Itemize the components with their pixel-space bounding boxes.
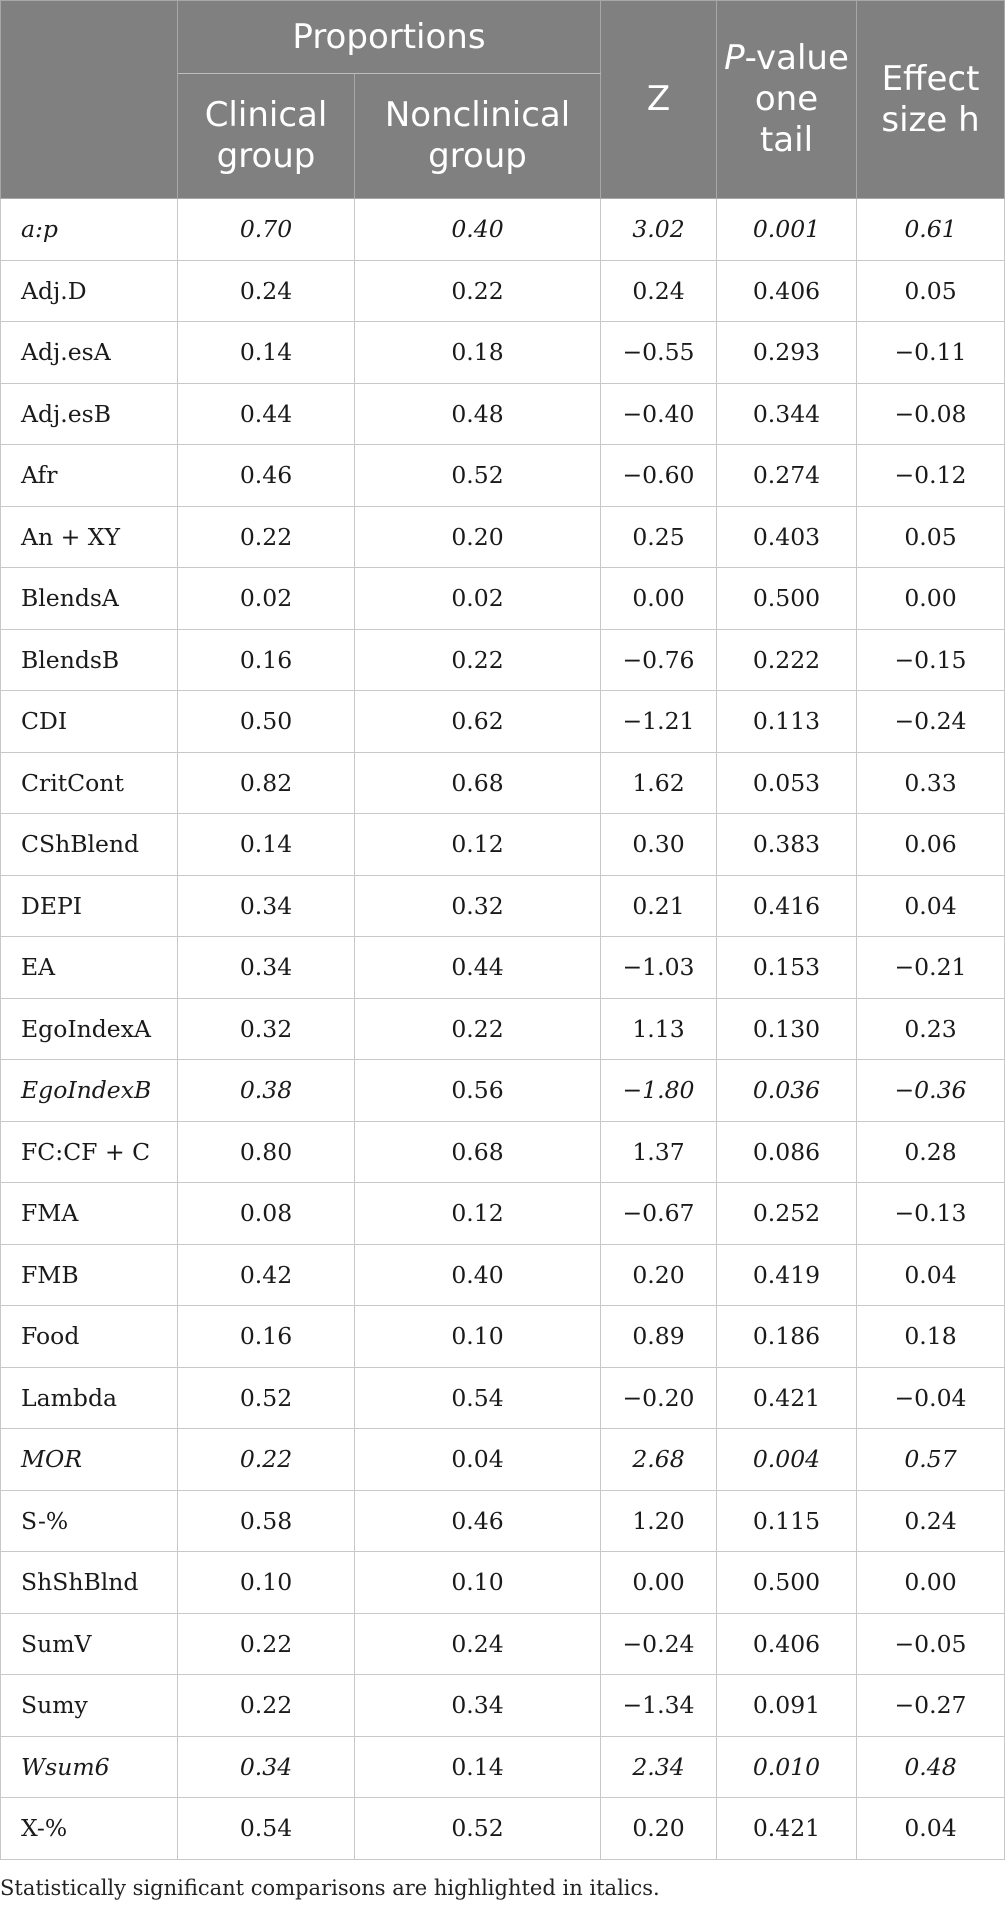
z-value: −0.40 <box>601 383 717 445</box>
nonclinical-value: 0.22 <box>355 998 601 1060</box>
z-value: 2.68 <box>601 1429 717 1491</box>
table-row <box>1 1613 1005 1675</box>
effect-size-value: −0.04 <box>857 1367 1005 1429</box>
effect-size-value: 0.00 <box>857 568 1005 630</box>
table-row <box>1 260 1005 322</box>
nonclinical-value: 0.54 <box>355 1367 601 1429</box>
effect-size-value: −0.36 <box>857 1060 1005 1122</box>
z-value: −0.24 <box>601 1613 717 1675</box>
clinical-value: 0.22 <box>178 1675 355 1737</box>
p-value: 0.001 <box>717 199 857 261</box>
nonclinical-value: 0.62 <box>355 691 601 753</box>
z-value: 0.20 <box>601 1798 717 1860</box>
effect-size-value: −0.12 <box>857 445 1005 507</box>
clinical-value: 0.24 <box>178 260 355 322</box>
table-row <box>1 322 1005 384</box>
table-row <box>1 199 1005 261</box>
clinical-value: 0.14 <box>178 814 355 876</box>
clinical-value: 0.08 <box>178 1183 355 1245</box>
nonclinical-value: 0.68 <box>355 752 601 814</box>
row-label: EA <box>1 937 178 999</box>
clinical-value: 0.52 <box>178 1367 355 1429</box>
header-clinical-group: Clinical group <box>178 74 355 199</box>
p-value: 0.416 <box>717 875 857 937</box>
clinical-value: 0.22 <box>178 506 355 568</box>
effect-size-value: 0.18 <box>857 1306 1005 1368</box>
p-value: 0.421 <box>717 1798 857 1860</box>
effect-size-value: −0.05 <box>857 1613 1005 1675</box>
p-value: 0.186 <box>717 1306 857 1368</box>
table-row <box>1 1183 1005 1245</box>
table-row <box>1 752 1005 814</box>
p-value: 0.344 <box>717 383 857 445</box>
row-label: Adj.D <box>1 260 178 322</box>
z-value: −0.55 <box>601 322 717 384</box>
table-row <box>1 1306 1005 1368</box>
p-value: 0.004 <box>717 1429 857 1491</box>
table-row <box>1 937 1005 999</box>
effect-size-value: 0.04 <box>857 875 1005 937</box>
table-row <box>1 1121 1005 1183</box>
z-value: 0.89 <box>601 1306 717 1368</box>
clinical-value: 0.42 <box>178 1244 355 1306</box>
row-label: CDI <box>1 691 178 753</box>
row-label: S-% <box>1 1490 178 1552</box>
nonclinical-value: 0.68 <box>355 1121 601 1183</box>
p-value: 0.113 <box>717 691 857 753</box>
table-row <box>1 445 1005 507</box>
clinical-value: 0.16 <box>178 629 355 691</box>
effect-size-value: 0.06 <box>857 814 1005 876</box>
nonclinical-value: 0.20 <box>355 506 601 568</box>
row-label: ShShBlnd <box>1 1552 178 1614</box>
clinical-value: 0.22 <box>178 1429 355 1491</box>
nonclinical-value: 0.46 <box>355 1490 601 1552</box>
clinical-value: 0.16 <box>178 1306 355 1368</box>
row-label: FMA <box>1 1183 178 1245</box>
z-value: 1.20 <box>601 1490 717 1552</box>
z-value: −1.80 <box>601 1060 717 1122</box>
table-row <box>1 1552 1005 1614</box>
z-value: −1.21 <box>601 691 717 753</box>
table-row <box>1 1490 1005 1552</box>
p-value: 0.500 <box>717 1552 857 1614</box>
nonclinical-value: 0.56 <box>355 1060 601 1122</box>
nonclinical-value: 0.52 <box>355 1798 601 1860</box>
z-value: 0.20 <box>601 1244 717 1306</box>
z-value: −0.76 <box>601 629 717 691</box>
z-value: 3.02 <box>601 199 717 261</box>
z-value: 0.30 <box>601 814 717 876</box>
z-value: 1.37 <box>601 1121 717 1183</box>
clinical-value: 0.02 <box>178 568 355 630</box>
header-p-rest: -value one tail <box>744 38 849 160</box>
effect-size-value: 0.05 <box>857 260 1005 322</box>
row-label: BlendsB <box>1 629 178 691</box>
z-value: −0.20 <box>601 1367 717 1429</box>
clinical-value: 0.34 <box>178 1736 355 1798</box>
clinical-value: 0.58 <box>178 1490 355 1552</box>
effect-size-value: −0.21 <box>857 937 1005 999</box>
p-value: 0.406 <box>717 1613 857 1675</box>
table-row <box>1 1060 1005 1122</box>
nonclinical-value: 0.52 <box>355 445 601 507</box>
table-row <box>1 814 1005 876</box>
table-row <box>1 506 1005 568</box>
p-value: 0.383 <box>717 814 857 876</box>
row-label: Lambda <box>1 1367 178 1429</box>
effect-size-value: −0.24 <box>857 691 1005 753</box>
p-value: 0.115 <box>717 1490 857 1552</box>
z-value: 0.00 <box>601 568 717 630</box>
effect-size-value: 0.57 <box>857 1429 1005 1491</box>
p-value: 0.086 <box>717 1121 857 1183</box>
row-label: BlendsA <box>1 568 178 630</box>
z-value: 1.62 <box>601 752 717 814</box>
clinical-value: 0.34 <box>178 937 355 999</box>
z-value: 1.13 <box>601 998 717 1060</box>
p-value: 0.053 <box>717 752 857 814</box>
effect-size-value: 0.33 <box>857 752 1005 814</box>
row-label: An + XY <box>1 506 178 568</box>
row-label: Wsum6 <box>1 1736 178 1798</box>
nonclinical-value: 0.10 <box>355 1552 601 1614</box>
clinical-value: 0.82 <box>178 752 355 814</box>
nonclinical-value: 0.44 <box>355 937 601 999</box>
table-row <box>1 691 1005 753</box>
effect-size-value: 0.05 <box>857 506 1005 568</box>
z-value: 0.21 <box>601 875 717 937</box>
effect-size-value: −0.27 <box>857 1675 1005 1737</box>
row-label: FMB <box>1 1244 178 1306</box>
effect-size-value: 0.04 <box>857 1244 1005 1306</box>
header-proportions: Proportions <box>178 1 601 74</box>
row-label: CritCont <box>1 752 178 814</box>
clinical-value: 0.50 <box>178 691 355 753</box>
table-row <box>1 875 1005 937</box>
nonclinical-value: 0.12 <box>355 814 601 876</box>
clinical-value: 0.14 <box>178 322 355 384</box>
clinical-value: 0.44 <box>178 383 355 445</box>
p-value: 0.010 <box>717 1736 857 1798</box>
effect-size-value: −0.08 <box>857 383 1005 445</box>
nonclinical-value: 0.32 <box>355 875 601 937</box>
table-row <box>1 629 1005 691</box>
row-label: MOR <box>1 1429 178 1491</box>
p-value: 0.274 <box>717 445 857 507</box>
nonclinical-value: 0.22 <box>355 260 601 322</box>
table-row <box>1 1798 1005 1860</box>
header-blank-cell <box>1 1 178 199</box>
table-row <box>1 1367 1005 1429</box>
nonclinical-value: 0.24 <box>355 1613 601 1675</box>
p-value: 0.419 <box>717 1244 857 1306</box>
p-value: 0.222 <box>717 629 857 691</box>
clinical-value: 0.80 <box>178 1121 355 1183</box>
effect-size-value: 0.24 <box>857 1490 1005 1552</box>
nonclinical-value: 0.22 <box>355 629 601 691</box>
table-body <box>1 199 1005 1860</box>
z-value: 2.34 <box>601 1736 717 1798</box>
row-label: a:p <box>1 199 178 261</box>
z-value: −1.34 <box>601 1675 717 1737</box>
table-row <box>1 1429 1005 1491</box>
z-value: 0.25 <box>601 506 717 568</box>
clinical-value: 0.10 <box>178 1552 355 1614</box>
p-value: 0.293 <box>717 322 857 384</box>
effect-size-value: −0.11 <box>857 322 1005 384</box>
row-label: Adj.esA <box>1 322 178 384</box>
effect-size-value: 0.48 <box>857 1736 1005 1798</box>
p-value: 0.130 <box>717 998 857 1060</box>
row-label: EgoIndexB <box>1 1060 178 1122</box>
p-value: 0.403 <box>717 506 857 568</box>
row-label: Sumy <box>1 1675 178 1737</box>
nonclinical-value: 0.18 <box>355 322 601 384</box>
p-value: 0.252 <box>717 1183 857 1245</box>
effect-size-value: 0.28 <box>857 1121 1005 1183</box>
row-label: Adj.esB <box>1 383 178 445</box>
p-value: 0.091 <box>717 1675 857 1737</box>
clinical-value: 0.32 <box>178 998 355 1060</box>
header-nonclinical-group: Nonclinical group <box>355 74 601 199</box>
nonclinical-value: 0.40 <box>355 1244 601 1306</box>
nonclinical-value: 0.02 <box>355 568 601 630</box>
row-label: SumV <box>1 1613 178 1675</box>
table-row <box>1 1736 1005 1798</box>
nonclinical-value: 0.34 <box>355 1675 601 1737</box>
table-row <box>1 383 1005 445</box>
nonclinical-value: 0.10 <box>355 1306 601 1368</box>
effect-size-value: 0.61 <box>857 199 1005 261</box>
effect-size-value: 0.00 <box>857 1552 1005 1614</box>
z-value: −0.60 <box>601 445 717 507</box>
p-value: 0.406 <box>717 260 857 322</box>
table-footnote: Statistically significant comparisons are highlighted in italics. <box>0 1876 660 1900</box>
p-value: 0.153 <box>717 937 857 999</box>
nonclinical-value: 0.14 <box>355 1736 601 1798</box>
row-label: Food <box>1 1306 178 1368</box>
effect-size-value: 0.04 <box>857 1798 1005 1860</box>
clinical-value: 0.34 <box>178 875 355 937</box>
nonclinical-value: 0.04 <box>355 1429 601 1491</box>
table-row <box>1 998 1005 1060</box>
clinical-value: 0.54 <box>178 1798 355 1860</box>
row-label: DEPI <box>1 875 178 937</box>
z-value: −1.03 <box>601 937 717 999</box>
clinical-value: 0.46 <box>178 445 355 507</box>
clinical-value: 0.22 <box>178 1613 355 1675</box>
row-label: Afr <box>1 445 178 507</box>
table-row <box>1 1244 1005 1306</box>
table-row <box>1 1675 1005 1737</box>
z-value: 0.00 <box>601 1552 717 1614</box>
effect-size-value: −0.13 <box>857 1183 1005 1245</box>
p-value: 0.421 <box>717 1367 857 1429</box>
table-row <box>1 568 1005 630</box>
nonclinical-value: 0.48 <box>355 383 601 445</box>
header-z: Z <box>601 1 717 199</box>
clinical-value: 0.38 <box>178 1060 355 1122</box>
table-header <box>1 1 1005 199</box>
p-value: 0.500 <box>717 568 857 630</box>
header-p-value <box>717 1 857 199</box>
row-label: CShBlend <box>1 814 178 876</box>
nonclinical-value: 0.12 <box>355 1183 601 1245</box>
z-value: −0.67 <box>601 1183 717 1245</box>
effect-size-value: −0.15 <box>857 629 1005 691</box>
clinical-value: 0.70 <box>178 199 355 261</box>
row-label: X-% <box>1 1798 178 1860</box>
header-effect-size: Effect size h <box>857 1 1005 199</box>
effect-size-value: 0.23 <box>857 998 1005 1060</box>
header-p-letter: P <box>724 38 745 78</box>
p-value: 0.036 <box>717 1060 857 1122</box>
z-value: 0.24 <box>601 260 717 322</box>
nonclinical-value: 0.40 <box>355 199 601 261</box>
row-label: EgoIndexA <box>1 998 178 1060</box>
row-label: FC:CF + C <box>1 1121 178 1183</box>
